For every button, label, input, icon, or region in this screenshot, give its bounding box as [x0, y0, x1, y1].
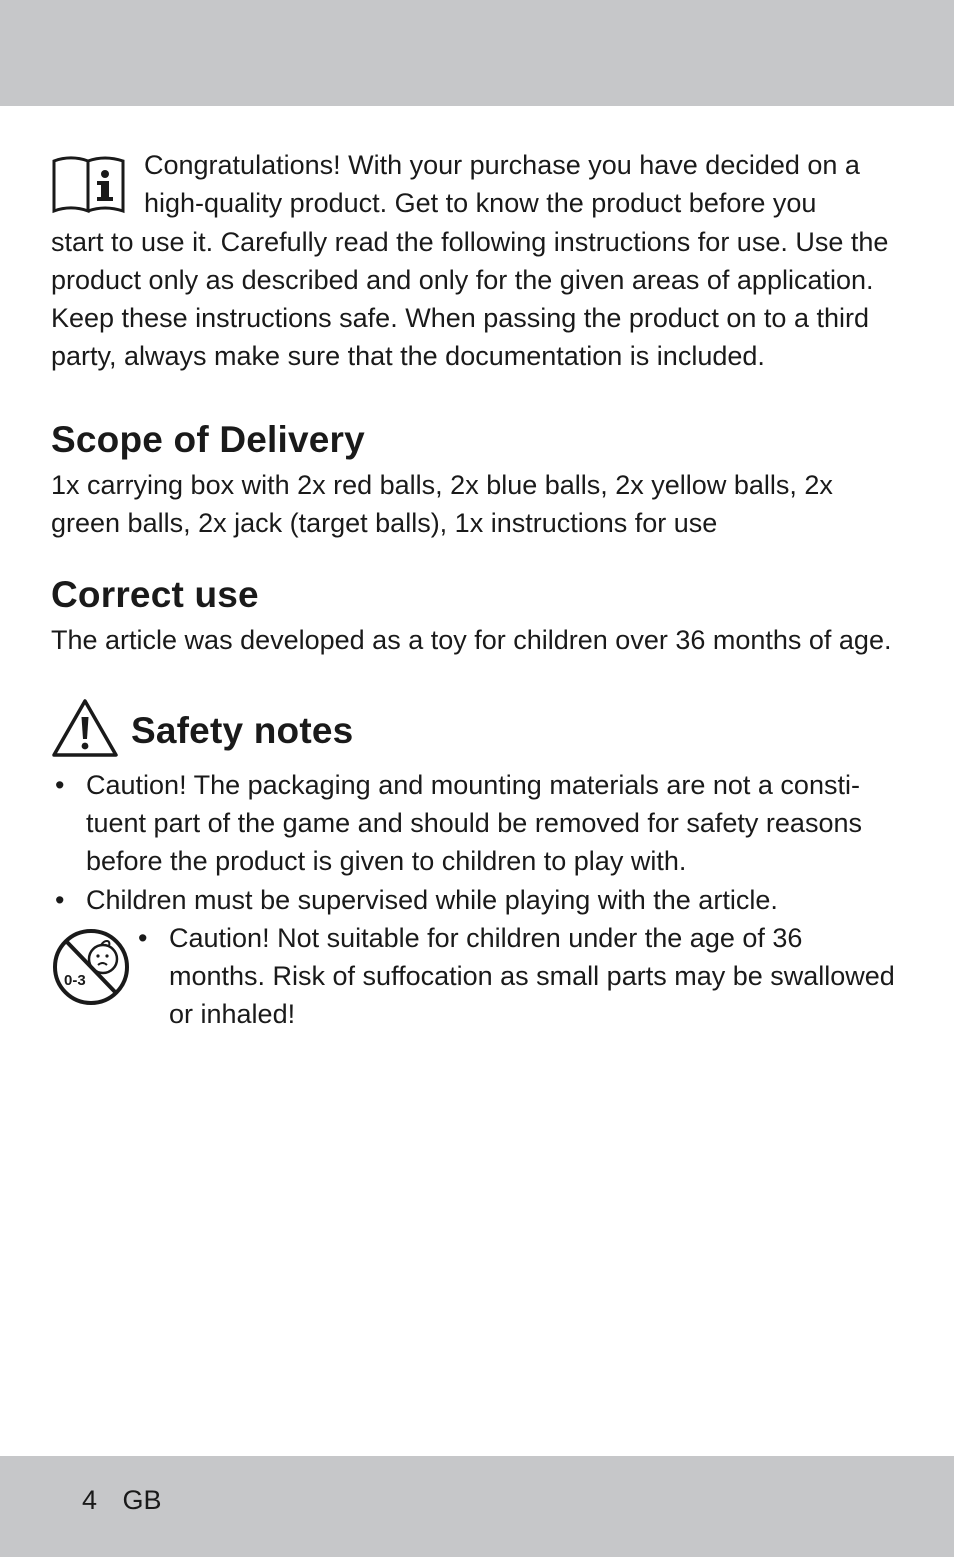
safety-header [51, 697, 901, 761]
age-warning-text: Caution! Not suitable for children under the age of 36 months. Risk of suffocation as small parts may be swallowed or inhaled! [169, 922, 895, 1030]
safety-list [51, 766, 901, 919]
age-warning-list [51, 919, 901, 1034]
page-content [51, 146, 901, 1034]
scope-heading: Scope of Delivery [51, 418, 365, 460]
info-book-icon [51, 154, 127, 214]
list-item [51, 766, 901, 881]
page-number: 4 [82, 1485, 98, 1515]
list-item [51, 919, 901, 1034]
bullet: • [138, 922, 148, 953]
bullet: • [55, 884, 65, 915]
safety-heading: Safety notes [131, 709, 354, 751]
age-warning [51, 919, 901, 1034]
correct-use-heading: Correct use [51, 574, 259, 616]
list-item-text: Children must be supervised while playing with the article. [86, 884, 778, 915]
intro-text: start to use it. Carefully read the following instructions for use. Use the product only as described and only for the given areas of application. Keep these instructions safe. When passing the product on to a third party, always make sure that the documentation is included. [51, 226, 889, 372]
warning-triangle-icon [51, 697, 119, 759]
bullet: • [55, 769, 65, 800]
intro-first-text: Congratulations! With your purchase you have decided on a high-quality product. Get to know the product before you [144, 150, 860, 219]
list-item-text: Caution! The packaging and mounting materials are not a consti-tuent part of the game and should be removed for safety reasons before the product is given to children to play with. [86, 769, 862, 877]
correct-use-text: The article was developed as a toy for children over 36 months of age. [51, 625, 892, 656]
language-code: GB [122, 1485, 162, 1515]
intro-block [51, 146, 901, 223]
scope-text: 1x carrying box with 2x red balls, 2x blue balls, 2x yellow balls, 2x green balls, 2x jack (target balls), 1x instructions for use [51, 469, 833, 539]
list-item [51, 881, 901, 919]
age-icon-label: 0-3 [64, 971, 86, 989]
footer [82, 1482, 162, 1518]
header-bar [0, 0, 954, 106]
